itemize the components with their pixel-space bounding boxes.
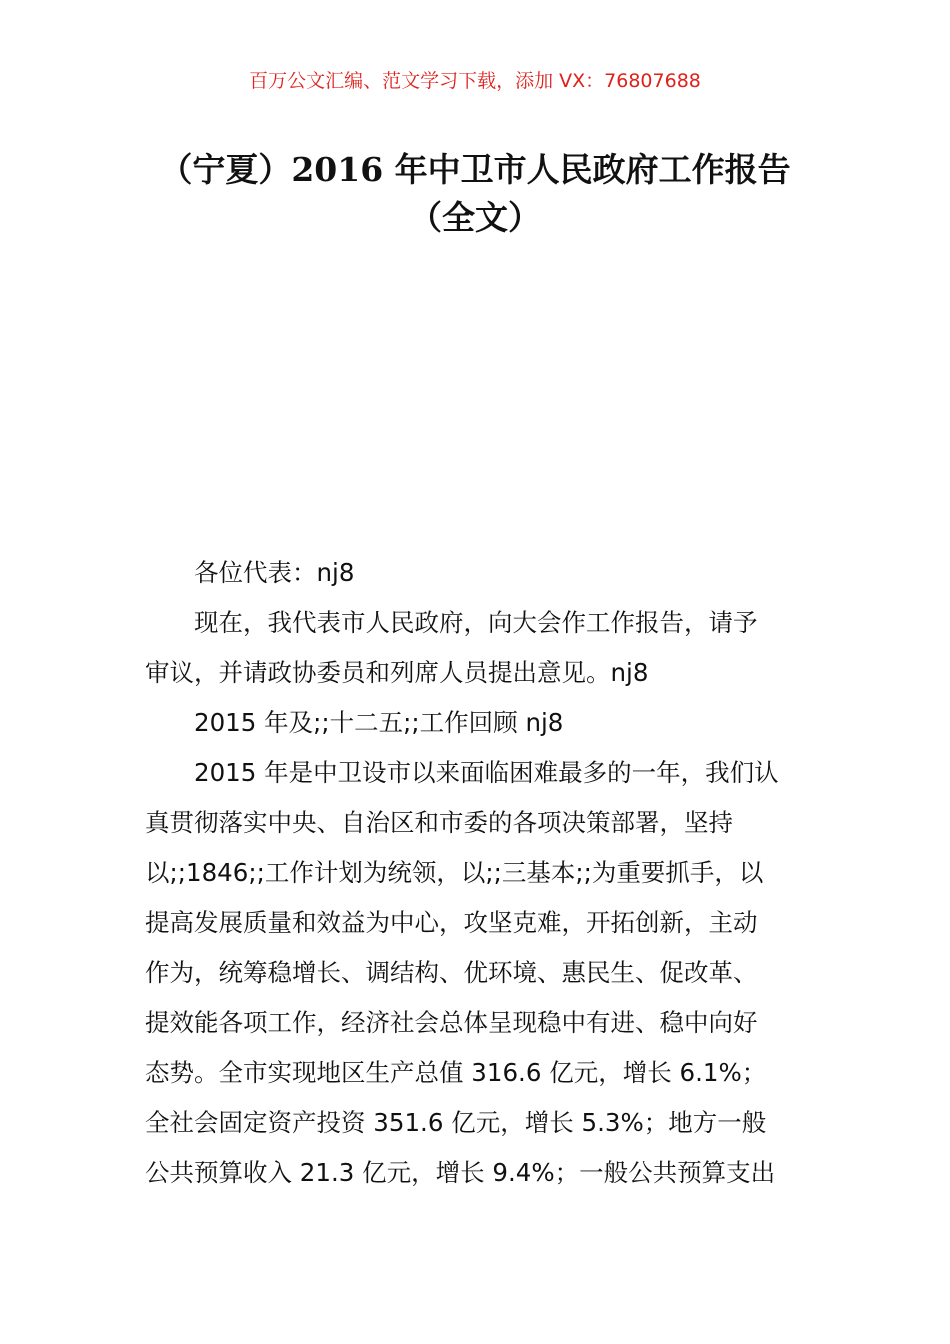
paragraph-line: 公共预算收入 21.3 亿元，增长 9.4%；一般公共预算支出 <box>145 1158 776 1187</box>
paragraph-line: 真贯彻落实中央、自治区和市委的各项决策部署，坚持 <box>145 808 733 837</box>
paragraph-line: 2015 年是中卫设市以来面临困难最多的一年，我们认 <box>194 758 779 787</box>
paragraph-line: 以;;1846;;工作计划为统领，以;;三基本;;为重要抓手，以 <box>145 858 764 887</box>
salutation: 各位代表：nj8 <box>194 558 355 587</box>
paragraph-line: 现在，我代表市人民政府，向大会作工作报告，请予 <box>194 608 758 637</box>
title-line-2: （全文） <box>409 198 541 237</box>
document-title <box>100 146 850 242</box>
document-body <box>145 548 810 1198</box>
paragraph-line: 审议，并请政协委员和列席人员提出意见。nj8 <box>145 658 649 687</box>
paragraph-line: 提高发展质量和效益为中心，攻坚克难，开拓创新，主动 <box>145 908 758 937</box>
paragraph-line: 态势。全市实现地区生产总值 316.6 亿元，增长 6.1%； <box>145 1058 767 1087</box>
section-heading: 2015 年及;;十二五;;工作回顾 nj8 <box>194 708 564 737</box>
paragraph-line: 提效能各项工作，经济社会总体呈现稳中有进、稳中向好 <box>145 1008 758 1037</box>
title-line-1: （宁夏）2016 年中卫市人民政府工作报告 <box>159 150 791 189</box>
paragraph-line: 作为，统筹稳增长、调结构、优环境、惠民生、促改革、 <box>145 958 758 987</box>
paragraph-line: 全社会固定资产投资 351.6 亿元，增长 5.3%；地方一般 <box>145 1108 767 1137</box>
header-promo-note: 百万公文汇编、范文学习下载，添加 VX：76807688 <box>249 70 701 92</box>
